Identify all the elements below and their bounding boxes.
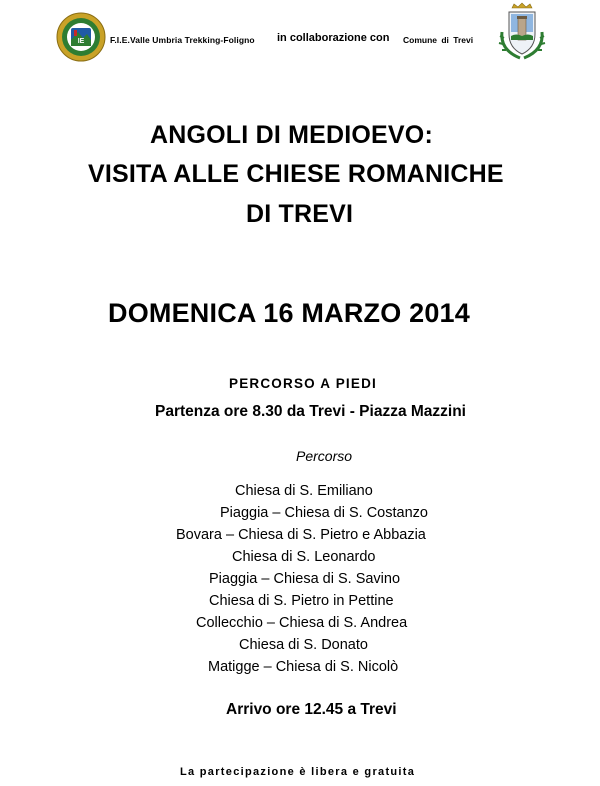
route-stop: Piaggia – Chiesa di S. Costanzo [220,505,428,521]
route-type: PERCORSO A PIEDI [229,376,377,391]
participation-note: La partecipazione è libera e gratuita [180,766,416,778]
route-stop: Chiesa di S. Emiliano [235,483,373,499]
trevi-coat-of-arms [494,2,550,62]
route-stop: Matigge – Chiesa di S. Nicolò [208,659,399,675]
route-stop: Chiesa di S. Leonardo [232,549,376,565]
route-stop: Chiesa di S. Pietro in Pettine [209,593,394,609]
event-date: DOMENICA 16 MARZO 2014 [108,298,470,328]
comune-name: Comune di Trevi [403,35,474,45]
organizer-name: F.I.E.Valle Umbria Trekking-Foligno [110,35,255,45]
route-stop: Collecchio – Chiesa di S. Andrea [196,615,408,631]
arrival-info: Arrivo ore 12.45 a Trevi [226,701,397,718]
departure-info: Partenza ore 8.30 da Trevi - Piazza Mazzini [155,403,466,420]
svg-text:IE: IE [77,38,85,45]
route-stop: Chiesa di S. Donato [239,637,368,653]
route-stop: Bovara – Chiesa di S. Pietro e Abbazia [176,527,426,543]
collaboration-text: in collaborazione con [277,32,390,44]
title-line-3: DI TREVI [246,200,354,228]
coat-of-arms-icon [494,2,550,62]
route-stop: Piaggia – Chiesa di S. Savino [209,571,401,587]
fie-emblem-icon [56,12,106,62]
title-line-2: VISITA ALLE CHIESE ROMANICHE [88,160,504,188]
fie-logo [56,12,106,62]
title-line-1: ANGOLI DI MEDIOEVO: [150,121,433,149]
route-heading: Percorso [296,448,353,464]
